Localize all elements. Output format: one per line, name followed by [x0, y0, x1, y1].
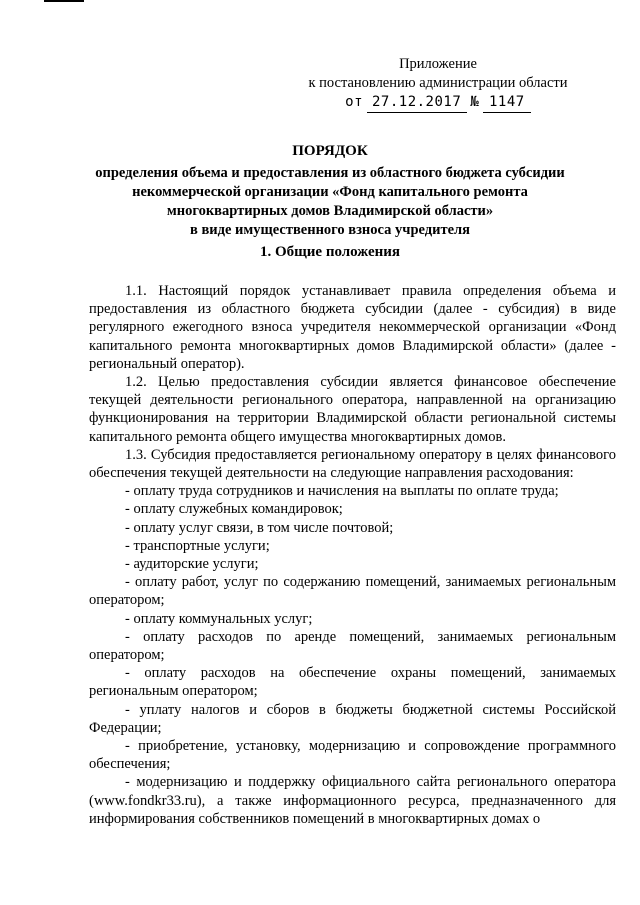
- approval-block: [288, 55, 588, 113]
- date-prefix: от: [345, 94, 364, 110]
- title-line-2: некоммерческой организации «Фонд капитального ремонта: [132, 184, 528, 200]
- title-line-4: в виде имущественного взноса учредителя: [190, 222, 470, 238]
- document-title: [60, 142, 600, 240]
- list-item: - приобретение, установку, модернизацию и сопровождение программного обеспечения;: [89, 738, 616, 773]
- approval-label: Приложение: [399, 56, 477, 72]
- title-line-1: определения объема и предоставления из областного бюджета субсидии: [95, 165, 565, 181]
- list-item: - оплату расходов по аренде помещений, занимаемых региональным оператором;: [89, 628, 616, 664]
- section-1-title: 1. Общие положения: [259, 244, 401, 260]
- list-item: - аудиторские услуги;: [125, 556, 259, 573]
- list-item: - оплату труда сотрудников и начисления на выплаты по оплате труда;: [125, 483, 559, 500]
- list-item: - модернизацию и поддержку официального сайта регионального оператора (www.fondkr33.ru), а также информационного ресурса, предназначенного для информирования собственников помещений в многоквартирных домах о: [89, 774, 616, 827]
- approval-number: 1147: [483, 93, 531, 113]
- list-item: - оплату служебных командировок;: [125, 501, 343, 518]
- page-edge-mark: [44, 0, 84, 2]
- paragraph-1-3: 1.3. Субсидия предоставляется региональному оператору в целях финансового обеспечения текущей деятельности на следующие направления расходования:: [89, 446, 616, 482]
- paragraph-1-2: 1.2. Целью предоставления субсидии является финансовое обеспечение текущей деятельности регионального оператора, направленной на организацию функционирования на территории Владимирской области региональной системы капитального ремонта общего имущества многоквартирных домов.: [89, 374, 616, 445]
- list-item: - транспортные услуги;: [125, 537, 270, 554]
- list-item: - оплату услуг связи, в том числе почтовой;: [125, 519, 394, 536]
- title-line-3: многоквартирных домов Владимирской области»: [166, 203, 494, 219]
- list-item: - оплату работ, услуг по содержанию помещений, занимаемых региональным оператором;: [89, 574, 616, 609]
- list-item: - оплату расходов на обеспечение охраны помещений, занимаемых региональным оператором;: [89, 665, 616, 700]
- list-item: - оплату коммунальных услуг;: [125, 610, 313, 627]
- number-prefix: №: [470, 94, 480, 110]
- approval-reference: к постановлению администрации области: [308, 75, 568, 91]
- document-body: [89, 282, 616, 828]
- paragraph-1-1: 1.1. Настоящий порядок устанавливает правила определения объема и предоставления из областного бюджета субсидии (далее - субсидия) в виде регулярного ежегодного взноса учредителя некоммерческой организации «Фонд капитального ремонта многоквартирных домов Владимирской области» (далее - региональный оператор).: [89, 283, 616, 372]
- title-heading: ПОРЯДОК: [292, 143, 368, 159]
- approval-date: 27.12.2017: [367, 93, 467, 113]
- list-item: - уплату налогов и сборов в бюджеты бюджетной системы Российской Федерации;: [89, 701, 616, 736]
- approval-date-number: [288, 93, 588, 113]
